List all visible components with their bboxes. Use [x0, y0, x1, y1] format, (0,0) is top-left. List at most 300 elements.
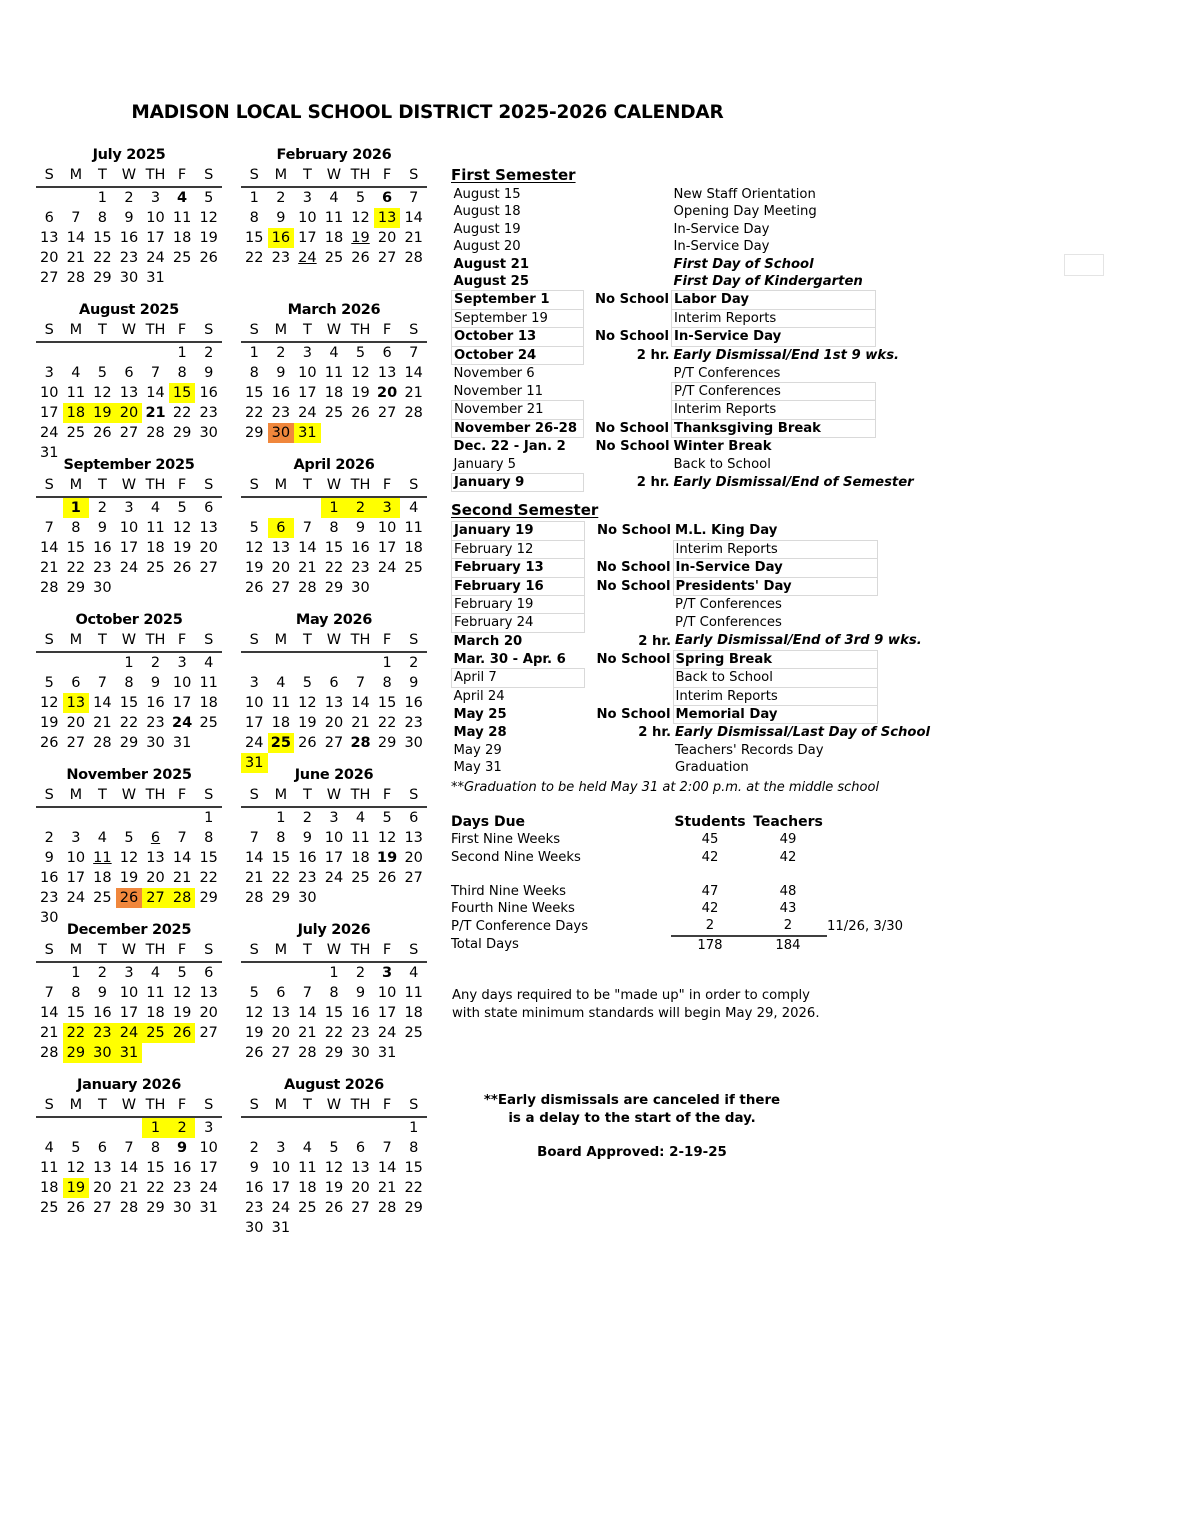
day-cell: 28: [40, 580, 59, 596]
day-slot: [195, 342, 222, 363]
day-cell: 18: [199, 695, 218, 711]
days-due-label: Second Nine Weeks: [451, 849, 581, 865]
day-slot: [89, 497, 116, 518]
day-cell: 18: [93, 870, 112, 886]
day-slot: [241, 1218, 268, 1238]
day-cell: 27: [199, 560, 218, 576]
day-slot: [347, 228, 374, 248]
event-description: Memorial Day: [673, 705, 877, 723]
event-status: No School: [596, 651, 671, 667]
day-cell: 7: [302, 985, 313, 1001]
day-slot: [321, 1218, 348, 1238]
day-slot: [321, 652, 348, 673]
days-due-row: [451, 900, 947, 917]
weekday-header: F: [382, 477, 392, 493]
day-cell: 26: [66, 1200, 86, 1216]
weekday-header: W: [121, 942, 137, 958]
month-grid: [36, 1095, 222, 1218]
day-slot: [142, 342, 169, 363]
days-due-row: [451, 936, 947, 954]
day-cell: 22: [66, 560, 86, 576]
event-description: M.L. King Day: [675, 523, 778, 539]
day-slot: [321, 518, 348, 538]
event-status: 2 hr.: [638, 725, 671, 741]
day-cell: 15: [245, 230, 264, 246]
day-cell: 15: [93, 230, 112, 246]
weekday-header: S: [409, 942, 419, 958]
day-slot: [400, 578, 427, 598]
day-slot: [89, 518, 116, 538]
weekday-header: S: [204, 787, 214, 803]
day-slot: [321, 713, 348, 733]
day-slot: [36, 248, 63, 268]
event-description: In-Service Day: [673, 559, 877, 577]
weekday-header: TH: [145, 787, 166, 803]
month-title: July 2025: [92, 147, 166, 163]
weekday-header: TH: [145, 942, 166, 958]
day-slot: [241, 383, 268, 403]
day-slot: [63, 673, 90, 693]
day-slot: [195, 518, 222, 538]
day-cell: 4: [97, 830, 108, 846]
week-row: [36, 1003, 222, 1023]
week-row: [36, 652, 222, 673]
day-cell: 20: [377, 385, 398, 401]
day-cell: 14: [93, 695, 112, 711]
day-cell: 27: [351, 1200, 370, 1216]
day-cell: 12: [245, 1005, 264, 1021]
day-slot: [347, 578, 374, 598]
day-slot: [347, 888, 374, 908]
day-slot: [36, 713, 63, 733]
day-slot: [321, 962, 348, 983]
day-slot: [169, 828, 196, 848]
weekday-header: F: [382, 942, 392, 958]
day-cell: 7: [44, 985, 54, 1001]
day-slot: [169, 248, 196, 268]
day-slot: [321, 848, 348, 868]
day-cell: 16: [298, 850, 317, 866]
day-slot: [374, 983, 401, 1003]
event-status: 2 hr.: [638, 633, 671, 649]
day-slot: [294, 497, 321, 518]
day-cell: 20: [93, 1180, 112, 1196]
day-slot: [241, 828, 268, 848]
day-slot: [142, 268, 169, 288]
days-due-label: Fourth Nine Weeks: [451, 901, 575, 917]
day-slot: [36, 652, 63, 673]
day-slot: [400, 693, 427, 713]
weekday-header: S: [249, 167, 259, 183]
day-cell: 29: [93, 270, 112, 286]
day-slot: [321, 228, 348, 248]
week-row: [36, 403, 222, 423]
day-cell: 13: [119, 385, 139, 401]
event-description: P/T Conferences: [672, 382, 876, 400]
day-cell: 19: [377, 850, 398, 866]
day-slot: [268, 652, 295, 673]
day-cell: 15: [169, 383, 196, 403]
day-cell: 22: [63, 1023, 90, 1043]
day-cell: 29: [245, 425, 264, 441]
day-slot: [89, 868, 116, 888]
day-cell: 21: [298, 560, 317, 576]
day-slot: [195, 383, 222, 403]
day-slot: [400, 962, 427, 983]
day-cell: 19: [298, 715, 317, 731]
day-slot: [294, 403, 321, 423]
day-cell: 9: [355, 985, 366, 1001]
day-cell: 7: [44, 520, 54, 536]
day-cell: 6: [204, 500, 214, 516]
day-slot: [116, 1003, 143, 1023]
day-cell: 2: [124, 190, 134, 206]
day-slot: [195, 1198, 222, 1218]
event-row: [452, 705, 878, 723]
day-slot: [116, 1178, 143, 1198]
day-cell: 13: [377, 365, 397, 381]
week-row: [241, 578, 427, 598]
day-slot: [36, 848, 63, 868]
day-cell: 3: [124, 965, 134, 981]
day-slot: [374, 1117, 401, 1138]
day-slot: [321, 538, 348, 558]
day-cell: 19: [245, 1025, 264, 1041]
day-cell: 14: [298, 540, 317, 556]
day-cell: 12: [40, 695, 59, 711]
weekday-header: S: [44, 787, 54, 803]
day-cell: 21: [172, 870, 192, 886]
day-slot: [89, 673, 116, 693]
day-cell: 28: [298, 1045, 317, 1061]
day-cell: 6: [268, 518, 295, 538]
weekday-header: F: [382, 167, 392, 183]
day-cell: 17: [119, 540, 139, 556]
day-slot: [400, 538, 427, 558]
day-slot: [294, 1023, 321, 1043]
weekday-header: S: [409, 322, 419, 338]
day-slot: [116, 497, 143, 518]
day-slot: [268, 228, 295, 248]
day-slot: [294, 208, 321, 228]
day-cell: 9: [97, 985, 108, 1001]
week-row: [36, 713, 222, 733]
day-cell: 17: [199, 1160, 218, 1176]
day-slot: [400, 248, 427, 268]
days-due-row: [451, 917, 947, 935]
day-slot: [89, 208, 116, 228]
event-date: October 13: [452, 328, 584, 346]
day-slot: [36, 1003, 63, 1023]
day-cell: 7: [355, 675, 366, 691]
day-cell: 26: [298, 735, 317, 751]
event-row: [452, 724, 878, 742]
day-slot: [400, 1138, 427, 1158]
day-cell: 9: [249, 1160, 259, 1176]
day-slot: [142, 403, 169, 423]
day-cell: 10: [298, 365, 317, 381]
day-slot: [36, 538, 63, 558]
day-cell: 15: [377, 695, 397, 711]
weekday-header: M: [69, 167, 83, 183]
day-slot: [195, 538, 222, 558]
day-slot: [268, 1003, 295, 1023]
day-slot: [89, 962, 116, 983]
day-slot: [347, 693, 374, 713]
month-grid: [241, 320, 427, 443]
week-row: [36, 558, 222, 578]
day-slot: [241, 187, 268, 208]
day-slot: [195, 248, 222, 268]
day-slot: [63, 652, 90, 673]
day-cell: 18: [404, 540, 423, 556]
day-slot: [142, 673, 169, 693]
day-cell: 17: [377, 1005, 397, 1021]
week-row: [36, 383, 222, 403]
days-due-label: First Nine Weeks: [451, 832, 561, 848]
day-cell: 8: [249, 365, 259, 381]
day-slot: [36, 983, 63, 1003]
day-slot: [195, 693, 222, 713]
event-status: [585, 540, 674, 558]
day-slot: [89, 1198, 116, 1218]
day-slot: [116, 578, 143, 598]
day-cell: 13: [374, 208, 401, 228]
day-slot: [142, 848, 169, 868]
week-row: [36, 1023, 222, 1043]
day-slot: [294, 807, 321, 828]
second-semester-table: [451, 521, 931, 776]
day-slot: [321, 1117, 348, 1138]
day-slot: [347, 1003, 374, 1023]
event-row: [452, 328, 876, 346]
day-cell: 20: [146, 870, 165, 886]
day-slot: [400, 983, 427, 1003]
day-slot: [142, 1043, 169, 1063]
day-cell: 19: [63, 1178, 90, 1198]
day-slot: [195, 228, 222, 248]
week-row: [36, 1138, 222, 1158]
day-slot: [195, 1158, 222, 1178]
day-cell: 31: [40, 445, 59, 461]
day-slot: [116, 187, 143, 208]
day-slot: [142, 693, 169, 713]
month-may-2026: [241, 611, 427, 771]
day-cell: 5: [204, 190, 214, 206]
week-row: [36, 1043, 222, 1063]
day-slot: [169, 518, 196, 538]
day-cell: 22: [93, 250, 112, 266]
day-slot: [400, 888, 427, 908]
day-slot: [268, 538, 295, 558]
week-row: [241, 713, 427, 733]
day-cell: 29: [271, 890, 291, 906]
day-slot: [63, 1178, 90, 1198]
month-title: August 2026: [284, 1077, 384, 1093]
day-slot: [400, 652, 427, 673]
day-slot: [142, 962, 169, 983]
day-cell: 22: [172, 405, 192, 421]
day-cell: 17: [298, 385, 317, 401]
day-slot: [116, 1117, 143, 1138]
day-cell: 27: [377, 250, 397, 266]
day-slot: [36, 868, 63, 888]
day-cell: 2: [409, 655, 419, 671]
event-status: [584, 309, 672, 327]
day-slot: [241, 868, 268, 888]
day-slot: [36, 518, 63, 538]
day-cell: 2: [44, 830, 54, 846]
day-slot: [241, 1043, 268, 1063]
day-slot: [195, 983, 222, 1003]
event-row: [452, 346, 876, 364]
day-cell: 11: [146, 520, 165, 536]
day-slot: [116, 1198, 143, 1218]
day-cell: 16: [245, 1180, 264, 1196]
day-cell: 6: [355, 1140, 366, 1156]
day-slot: [63, 538, 90, 558]
day-cell: 12: [119, 850, 139, 866]
weekday-header: T: [97, 167, 107, 183]
day-cell: 22: [245, 405, 264, 421]
day-cell: 30: [146, 735, 165, 751]
day-slot: [400, 1158, 427, 1178]
event-description: Spring Break: [673, 650, 877, 668]
day-slot: [195, 268, 222, 288]
day-slot: [169, 673, 196, 693]
event-date: January 9: [452, 474, 584, 492]
day-slot: [142, 1117, 169, 1138]
weekday-header: F: [177, 632, 187, 648]
day-slot: [347, 208, 374, 228]
day-slot: [142, 423, 169, 443]
day-slot: [63, 693, 90, 713]
day-cell: 28: [404, 405, 423, 421]
day-cell: 18: [324, 230, 344, 246]
day-cell: 17: [245, 715, 264, 731]
month-october-2025: [36, 611, 222, 758]
event-row: [452, 669, 878, 687]
day-cell: 8: [276, 830, 286, 846]
day-slot: [268, 983, 295, 1003]
day-cell: 14: [377, 1160, 397, 1176]
day-slot: [268, 518, 295, 538]
event-status: [585, 687, 674, 705]
day-cell: 7: [249, 830, 259, 846]
day-cell: 12: [351, 210, 370, 226]
day-cell: 2: [347, 498, 374, 518]
day-slot: [63, 497, 90, 518]
day-slot: [241, 1003, 268, 1023]
day-cell: 16: [271, 385, 291, 401]
day-cell: 8: [124, 675, 134, 691]
day-slot: [142, 383, 169, 403]
weekday-header: S: [409, 787, 419, 803]
event-date: February 13: [452, 559, 585, 577]
day-slot: [36, 363, 63, 383]
day-slot: [195, 1023, 222, 1043]
month-title: November 2025: [66, 767, 192, 783]
day-slot: [169, 733, 196, 753]
day-slot: [89, 1023, 116, 1043]
day-cell: 6: [71, 675, 81, 691]
day-slot: [241, 807, 268, 828]
event-date: May 28: [453, 725, 507, 741]
day-slot: [374, 578, 401, 598]
day-slot: [268, 403, 295, 423]
day-slot: [294, 1117, 321, 1138]
day-cell: 12: [172, 520, 192, 536]
day-slot: [294, 1158, 321, 1178]
day-cell: 5: [355, 190, 366, 206]
event-description: Early Dismissal/End of Semester: [673, 475, 914, 490]
day-cell: 22: [146, 1180, 165, 1196]
day-cell: 19: [245, 560, 264, 576]
weekday-header: TH: [145, 632, 166, 648]
day-slot: [347, 848, 374, 868]
day-slot: [374, 962, 401, 983]
day-slot: [294, 828, 321, 848]
day-cell: 31: [241, 753, 268, 773]
days-due-header-row: [451, 814, 947, 831]
day-cell: 8: [150, 1140, 161, 1156]
weekday-header: F: [382, 787, 392, 803]
day-slot: [195, 807, 222, 828]
week-row: [241, 652, 427, 673]
day-slot: [294, 652, 321, 673]
day-slot: [195, 828, 222, 848]
day-cell: 5: [124, 830, 134, 846]
day-slot: [195, 713, 222, 733]
day-slot: [294, 1003, 321, 1023]
weekday-header: W: [326, 632, 342, 648]
day-cell: 29: [146, 1200, 165, 1216]
day-slot: [169, 868, 196, 888]
day-cell: 17: [271, 1180, 291, 1196]
event-description: Graduation: [675, 760, 749, 776]
week-row: [36, 828, 222, 848]
day-cell: 10: [172, 675, 192, 691]
event-status: [584, 256, 672, 273]
day-cell: 18: [63, 403, 90, 423]
days-due-students-value: 42: [701, 901, 719, 917]
event-description: Early Dismissal/End of 3rd 9 wks.: [675, 633, 922, 649]
day-cell: 10: [377, 985, 397, 1001]
day-cell: 7: [302, 520, 313, 536]
day-cell: 8: [97, 210, 108, 226]
day-cell: 28: [40, 1045, 59, 1061]
day-cell: 13: [324, 695, 344, 711]
day-slot: [400, 1218, 427, 1238]
weekday-header: T: [97, 787, 107, 803]
day-slot: [36, 342, 63, 363]
month-title: August 2025: [79, 302, 179, 318]
day-cell: 21: [40, 1025, 59, 1041]
day-cell: 3: [177, 655, 187, 671]
day-slot: [89, 1117, 116, 1138]
day-cell: 5: [97, 365, 108, 381]
day-cell: 24: [245, 735, 264, 751]
day-slot: [374, 363, 401, 383]
day-slot: [400, 423, 427, 443]
day-cell: 12: [351, 365, 370, 381]
weekday-header: T: [97, 322, 107, 338]
day-cell: 23: [271, 405, 291, 421]
day-cell: 30: [298, 890, 317, 906]
day-cell: 25: [93, 890, 112, 906]
day-slot: [321, 403, 348, 423]
day-cell: 10: [40, 385, 59, 401]
